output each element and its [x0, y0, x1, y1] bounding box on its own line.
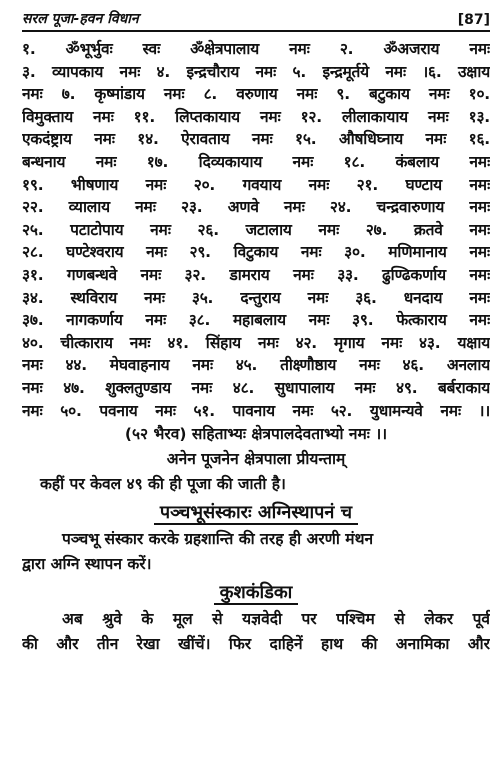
page-number: [87] — [457, 12, 490, 28]
anen-line: अनेन पूजनेन क्षेत्रपाला प्रीयन्ताम् — [166, 450, 346, 469]
paragraph-line: पञ्चभू संस्कार करके ग्रहशान्ति की तरह ही अरणी मंथन — [62, 530, 374, 549]
mantra-line: ३७. नागकर्णाय नमः ३८. महाबलाय नमः ३९. फेत्काराय नमः — [22, 311, 490, 330]
section-paragraph-kushakandika — [22, 607, 490, 657]
mantra-line: ३. व्यापकाय नमः ४. इन्द्रचौराय नमः ५. इन्द्रमूर्तये नमः ।६. उक्षाय — [22, 62, 490, 81]
mantra-line: १. ॐभूर्भुवः स्वः ॐक्षेत्रपालाय नमः २. ॐअजराय नमः — [22, 40, 490, 58]
mantra-line: २५. पटाटोपाय नमः २६. जटालाय नमः २७. क्रतवे नमः — [22, 220, 490, 239]
paragraph-line: की और तीन रेखा खींचें। फिर दाहिनें हाथ की अनामिका और — [22, 635, 490, 654]
mantra-line: बन्धनाय नमः १७. दिव्यकायाय नमः १८. कंबलाय नमः — [22, 152, 490, 171]
mantra-line: नमः ४४. मेघवाहनाय नमः ४५. तीक्ष्णौष्ठाय नमः ४६. अनलाय — [22, 356, 490, 375]
section-heading-kushakandika — [22, 579, 490, 607]
mantra-line: ३१. गणबन्धवे नमः ३२. डामराय नमः ३३. ढुण्ढिकर्णाय नमः — [22, 265, 490, 284]
mantra-line: नमः ७. कृष्मांडाय नमः ८. वरुणाय नमः ९. बटुकाय नमः १०. — [22, 85, 490, 104]
mantra-list — [22, 38, 490, 422]
paragraph-line: द्वारा अग्नि स्थापन करें। — [22, 555, 152, 574]
mantra-line: विमुक्ताय नमः ११. लिप्तकायाय नमः १२. लीलाकायाय नमः १३. — [22, 107, 490, 126]
mantra-line: २८. घण्टेश्वराय नमः २९. विटुकाय नमः ३०. मणिमानाय नमः — [22, 243, 490, 262]
section-paragraph-panchabhu — [22, 527, 490, 577]
mantra-line: नमः ४७. शुक्लतुण्डाय नमः ४८. सुधापालाय नमः ४९. बर्बराकाय — [22, 378, 490, 397]
mantra-line: १९. भीषणाय नमः २०. गवयाय नमः २१. घण्टाय नमः — [22, 175, 490, 194]
section-heading-text: कुशकंडिका — [214, 582, 299, 605]
mantra-line: २२. व्यालाय नमः २३. अणवे नमः २४. चन्द्रवारुणाय नमः — [22, 198, 490, 217]
running-title: सरल पूजा-हवन विधान — [22, 11, 139, 27]
mantra-line: नमः ५०. पवनाय नमः ५१. पावनाय नमः ५२. युधामन्यवे नमः ।। — [22, 401, 490, 420]
page-header — [22, 0, 490, 32]
mantra-line: ३४. स्थविराय नमः ३५. दन्तुराय नमः ३६. धनदाय नमः — [22, 288, 490, 307]
note-line: कहीं पर केवल ४९ की ही पूजा की जाती है। — [40, 475, 286, 494]
bhairav-summary-line: (५२ भैरव) सहिताभ्यः क्षेत्रपालदेवताभ्यो नमः ।। — [124, 425, 388, 444]
section-heading-panchabhu — [22, 499, 490, 527]
mantra-line: एकदंष्ट्राय नमः १४. ऐरावताय नमः १५. औषधिघ्नाय नमः १६. — [22, 130, 490, 149]
mantra-line: ४०. चीत्काराय नमः ४१. सिंहाय नमः ४२. मृगाय नमः ४३. यक्षाय — [22, 333, 490, 352]
section-heading-text: पञ्चभूसंस्कारः अग्निस्थापनं च — [154, 502, 358, 525]
paragraph-line: अब श्रुवे के मूल से यज्ञवेदी पर पश्चिम से लेकर पूर्व — [62, 610, 490, 629]
